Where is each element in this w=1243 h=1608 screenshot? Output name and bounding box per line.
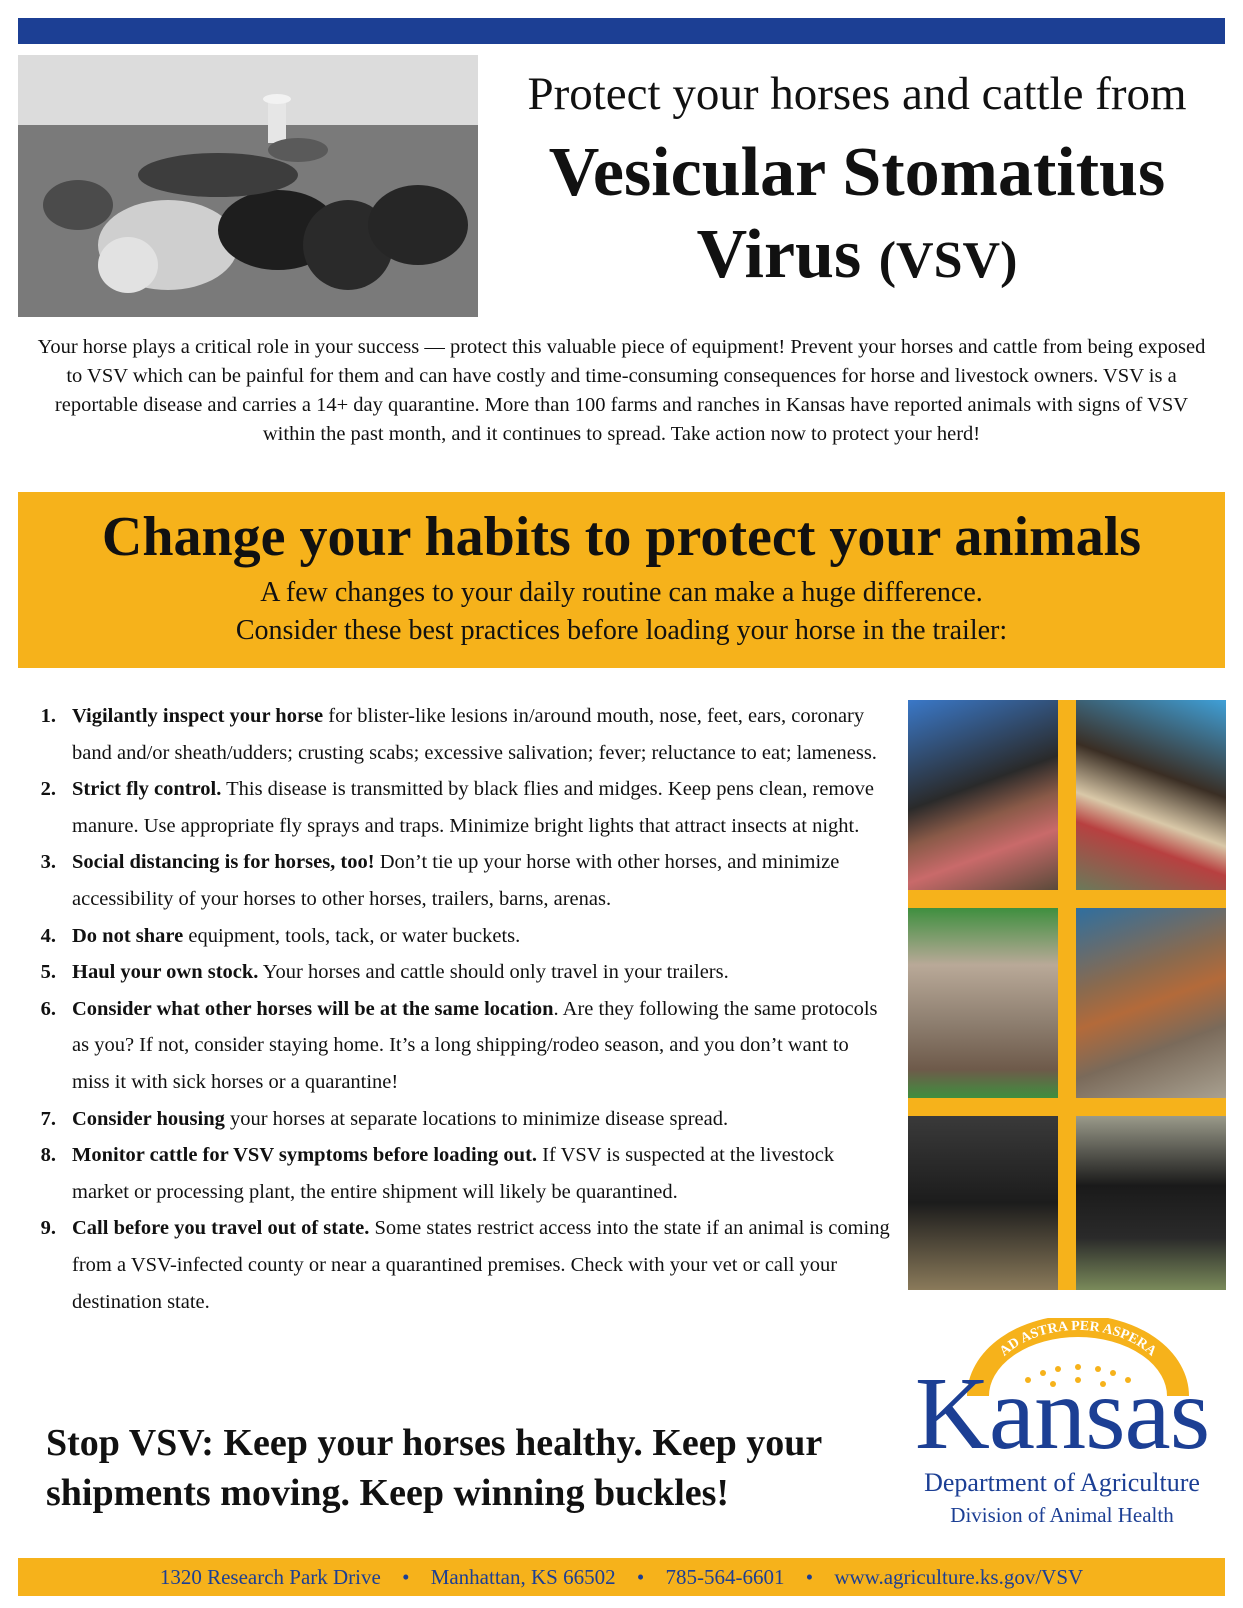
lesion-photo-grid xyxy=(908,700,1226,1290)
practice-text: equipment, tools, tack, or water buckets. xyxy=(183,924,521,947)
practice-item xyxy=(30,771,890,844)
kansas-agriculture-logo xyxy=(898,1318,1226,1538)
practice-number: 5. xyxy=(40,961,56,984)
logo-motto: AD ASTRA PER ASPERA xyxy=(996,1318,1160,1360)
headline-title xyxy=(492,132,1222,302)
intro-paragraph: Your horse plays a critical role in your success — protect this valuable piece of equipment! Prevent your horses and cattle from being exposed to VSV which can be painful for them and can have costly and time-consuming consequences for horse and livestock owners. VSV is a reportable disease and carries a 14+ day quarantine. More than 100 farms and ranches in Kansas have reported animals with signs of VSV within the past month, and it continues to spread. Take action now to protect your herd! xyxy=(37,336,1206,445)
practice-item xyxy=(30,918,890,955)
practice-number: 8. xyxy=(40,1144,56,1167)
hoof-coronary-lesion-photo xyxy=(1076,908,1226,1098)
banner-title: Change your habits to protect your animals xyxy=(101,506,1142,568)
practice-heading: Strict fly control. xyxy=(72,778,222,801)
practice-text: your horses at separate locations to minimize disease spread. xyxy=(224,1107,729,1130)
best-practices-list xyxy=(30,698,890,1320)
practice-heading: Social distancing is for horses, too! xyxy=(72,851,375,874)
horse-mouth-lesion-photo xyxy=(908,700,1058,890)
black-cattle-photo xyxy=(908,1116,1058,1290)
black-calf-photo xyxy=(1076,1116,1226,1290)
footer-city: Manhattan, KS 66502 xyxy=(430,1565,616,1589)
practice-number: 3. xyxy=(40,851,56,874)
practice-heading: Monitor cattle for VSV symptoms before loading out. xyxy=(72,1144,538,1167)
banner-subtitle-line1: A few changes to your daily routine can make a huge difference. xyxy=(260,577,983,608)
practice-text: This disease is transmitted by black flies and midges. Keep pens clean, remove manure. Use appropriate fly sprays and traps. Minimize bright lights that attract insects at night. xyxy=(72,778,874,837)
practice-number: 1. xyxy=(40,705,56,727)
headline-pretitle: Protect your horses and cattle from xyxy=(527,68,1187,120)
practice-text: Your horses and cattle should only travel in your trailers. xyxy=(258,961,729,984)
footer-address: 1320 Research Park Drive xyxy=(159,1565,381,1589)
practice-item xyxy=(30,698,890,771)
practice-heading: Consider what other horses will be at the same location xyxy=(72,997,554,1020)
footer-separator: • xyxy=(402,1565,410,1589)
logo-division: Division of Animal Health xyxy=(950,1503,1174,1527)
svg-text:AD ASTRA PER ASPERA xyxy=(997,1319,1160,1360)
horse-teeth-lesion-photo xyxy=(1076,700,1226,890)
practice-number: 9. xyxy=(40,1217,56,1240)
practice-text: If VSV is suspected at the livestock market or processing plant, the entire shipment will likely be quarantined. xyxy=(72,1144,835,1203)
footer-separator: • xyxy=(805,1565,814,1589)
practice-heading: Vigilantly inspect your horse xyxy=(72,705,324,727)
logo-wordmark: Kansas xyxy=(914,1356,1210,1471)
practice-number: 7. xyxy=(40,1107,56,1130)
practice-item xyxy=(30,1210,890,1320)
headline-title-line1: Vesicular Stomatitus xyxy=(548,134,1166,211)
logo-department: Department of Agriculture xyxy=(924,1468,1200,1497)
contact-footer xyxy=(18,1558,1225,1596)
practice-item xyxy=(30,1137,890,1210)
headline-acronym: (VSV) xyxy=(878,232,1018,289)
practice-text: Some states restrict access into the state if an animal is coming from a VSV-infected county or near a quarantined premises. Check with your vet or call your destination state. xyxy=(72,1217,890,1313)
practice-heading: Do not share xyxy=(72,924,184,947)
habits-banner xyxy=(18,492,1225,668)
cattle-herd-photo xyxy=(18,55,478,317)
practice-heading: Haul your own stock. xyxy=(72,961,259,984)
footer-phone[interactable]: 785-564-6601 xyxy=(665,1565,785,1589)
practice-text: . Are they following the same protocols as you? If not, consider staying home. It’s a long shipping/rodeo season, and you don’t want to miss it with sick horses or a quarantine! xyxy=(72,997,878,1093)
closing-statement: Stop VSV: Keep your horses healthy. Keep your shipments moving. Keep winning buckles! xyxy=(46,1422,822,1514)
practice-item xyxy=(30,1101,890,1138)
banner-subtitle xyxy=(18,574,1225,650)
practice-item xyxy=(30,844,890,917)
banner-subtitle-line2: Consider these best practices before loading your horse in the trailer: xyxy=(235,615,1008,646)
practice-number: 2. xyxy=(40,778,56,801)
practice-text: Don’t tie up your horse with other horses, and minimize accessibility of your horses to other horses, trailers, barns, arenas. xyxy=(72,851,840,910)
practice-item xyxy=(30,954,890,991)
top-accent-bar xyxy=(18,18,1225,44)
practice-item xyxy=(30,991,890,1101)
practice-heading: Call before you travel out of state. xyxy=(72,1217,370,1240)
footer-website-link[interactable]: www.agriculture.ks.gov/VSV xyxy=(834,1565,1084,1589)
practice-heading: Consider housing xyxy=(72,1107,225,1130)
headline-title-line2 xyxy=(492,214,1222,302)
footer-separator: • xyxy=(636,1565,645,1589)
practice-text: for blister-like lesions in/around mouth, nose, feet, ears, coronary band and/or sheath/udders; crusting scabs; excessive salivation; fever; reluctance to eat; lameness. xyxy=(72,705,877,764)
practice-number: 4. xyxy=(40,924,56,947)
headline-title-virus: Virus xyxy=(696,216,862,293)
horse-muzzle-lesion-photo xyxy=(908,908,1058,1098)
practice-number: 6. xyxy=(40,997,56,1020)
